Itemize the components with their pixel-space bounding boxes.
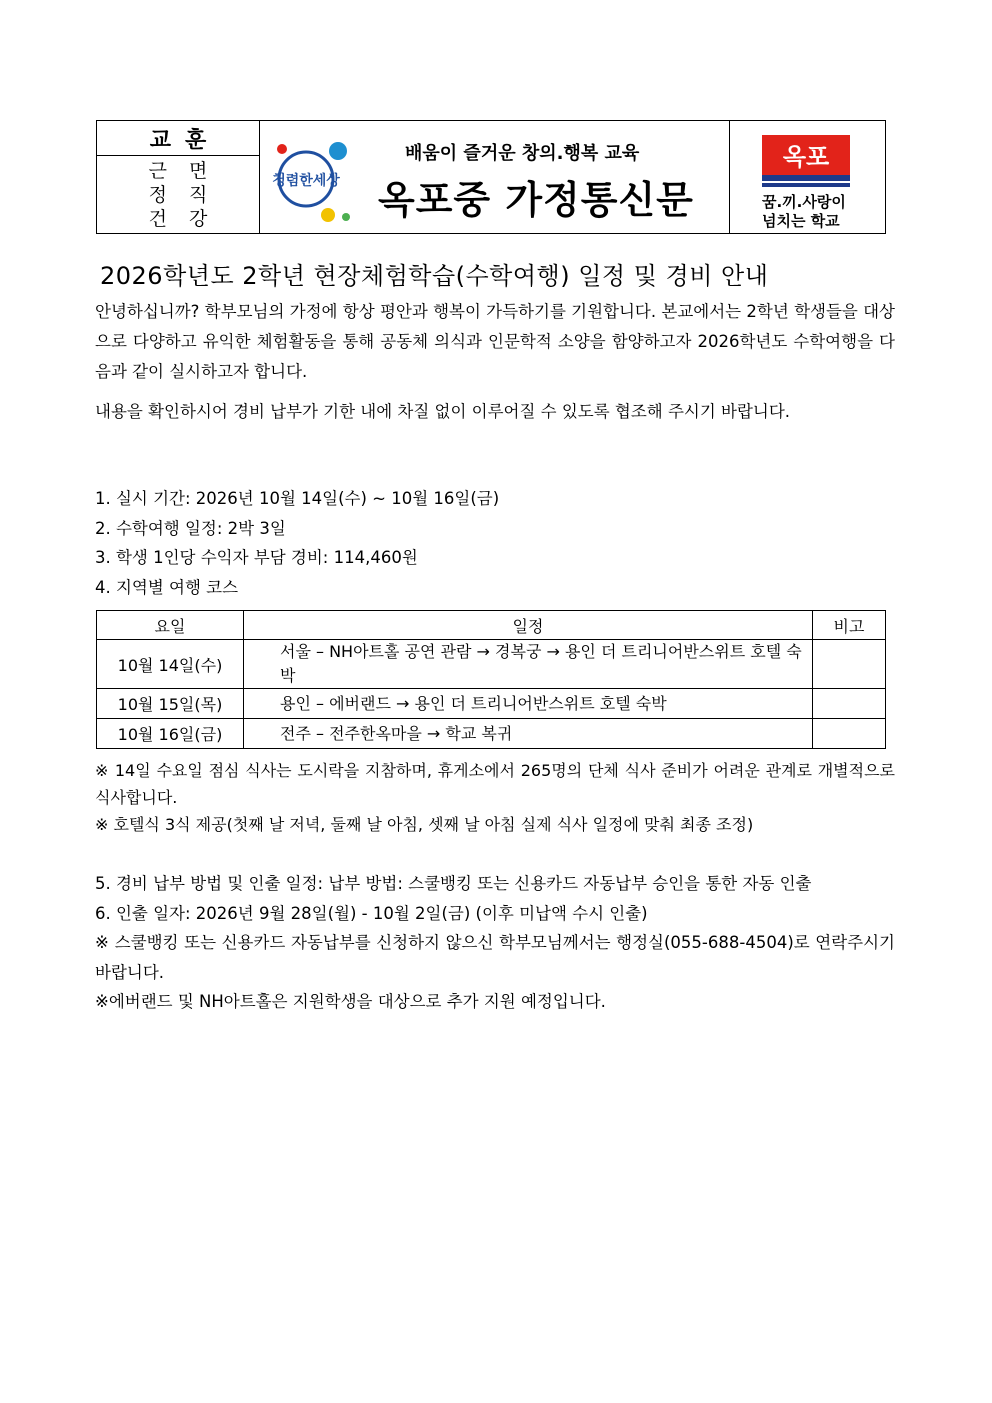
plan-cell: 용인 – 에버랜드 → 용인 더 트리니어반스위트 호텔 숙박 bbox=[244, 689, 813, 719]
education-slogan: 배움이 즐거운 창의.행복 교육 bbox=[405, 143, 640, 164]
school-slogan-line: 넘치는 학교 bbox=[762, 212, 840, 230]
header-right bbox=[730, 121, 885, 233]
motto-line: 정직 bbox=[148, 183, 230, 206]
plan-cell: 전주 – 전주한옥마을 → 학교 복귀 bbox=[244, 719, 813, 749]
note-cell bbox=[813, 719, 886, 749]
list-item: 2. 수학여행 일정: 2박 3일 bbox=[95, 518, 286, 538]
column-header-note: 비고 bbox=[813, 611, 886, 640]
plan-cell: 서울 – NH아트홀 공연 관람 → 경복궁 → 용인 더 트리니어반스위트 호텔 숙박 bbox=[244, 640, 813, 689]
header-center bbox=[260, 121, 730, 233]
school-slogan bbox=[762, 193, 846, 231]
day-cell: 10월 14일(수) bbox=[97, 640, 244, 689]
motto-lines bbox=[97, 156, 259, 233]
document-title: 2026학년도 2학년 현장체험학습(수학여행) 일정 및 경비 안내 bbox=[100, 262, 769, 290]
payment-item: ※에버랜드 및 NH아트홀은 지원학생을 대상으로 추가 지원 예정입니다. bbox=[95, 992, 606, 1011]
integrity-emblem-icon bbox=[268, 131, 360, 227]
logo-text: 옥포 bbox=[782, 143, 830, 171]
column-header-day: 요일 bbox=[97, 611, 244, 640]
info-list bbox=[95, 484, 499, 602]
motto-title: 교훈 bbox=[97, 121, 259, 156]
motto-line: 근면 bbox=[148, 159, 230, 182]
table-row bbox=[97, 640, 886, 689]
schedule-notes bbox=[95, 757, 895, 838]
newsletter-header bbox=[96, 120, 886, 234]
note-text: ※ 호텔식 3식 제공(첫째 날 저녁, 둘째 날 아침, 셋째 날 아침 실제 식사 일정에 맞춰 최종 조정) bbox=[95, 815, 754, 834]
list-item: 3. 학생 1인당 수익자 부담 경비: 114,460원 bbox=[95, 548, 418, 567]
payment-item: ※ 스쿨뱅킹 또는 신용카드 자동납부를 신청하지 않으신 학부모님께서는 행정실(055-688-4504)로 연락주시기 바랍니다. bbox=[95, 933, 895, 982]
note-text: ※ 14일 수요일 점심 식사는 도시락을 지참하며, 휴게소에서 265명의 단체 식사 준비가 어려운 관계로 개별적으로 식사합니다. bbox=[95, 761, 895, 807]
note-cell bbox=[813, 689, 886, 719]
emblem-text: 청렴한세상 bbox=[272, 173, 340, 189]
column-header-plan: 일정 bbox=[244, 611, 813, 640]
intro-paragraph: 안녕하십니까? 학부모님의 가정에 항상 평안과 행복이 가득하기를 기원합니다. 본교에서는 2학년 학생들을 대상으로 다양하고 유익한 체험활동을 통해 공동체 의식과 인문학적 소양을 함양하고자 2026학년도 수학여행을 다음과 같이 실시하고자 합니다. bbox=[95, 302, 895, 381]
day-cell: 10월 15일(목) bbox=[97, 689, 244, 719]
schedule-table bbox=[96, 610, 886, 749]
motto-line: 건강 bbox=[148, 207, 230, 230]
payment-section bbox=[95, 869, 895, 1017]
table-row bbox=[97, 689, 886, 719]
school-logo-icon bbox=[760, 131, 852, 191]
table-header-row bbox=[97, 611, 886, 640]
school-motto bbox=[97, 121, 260, 233]
note-cell bbox=[813, 640, 886, 689]
list-item: 4. 지역별 여행 코스 bbox=[95, 577, 239, 597]
day-cell: 10월 16일(금) bbox=[97, 719, 244, 749]
list-item: 1. 실시 기간: 2026년 10월 14일(수) ~ 10월 16일(금) bbox=[95, 489, 500, 508]
request-paragraph: 내용을 확인하시어 경비 납부가 기한 내에 차질 없이 이루어질 수 있도록 협조해 주시기 바랍니다. bbox=[95, 402, 791, 421]
table-row bbox=[97, 719, 886, 749]
payment-item: 6. 인출 일자: 2026년 9월 28일(월) - 10월 2일(금) (이후 미납액 수시 인출) bbox=[95, 903, 648, 923]
newsletter-title: 옥포중 가정통신문 bbox=[378, 178, 694, 222]
school-slogan-line: 꿈.끼.사랑이 bbox=[762, 193, 846, 211]
payment-item: 5. 경비 납부 방법 및 인출 일정: 납부 방법: 스쿨뱅킹 또는 신용카드 자동납부 승인을 통한 자동 인출 bbox=[95, 874, 812, 893]
